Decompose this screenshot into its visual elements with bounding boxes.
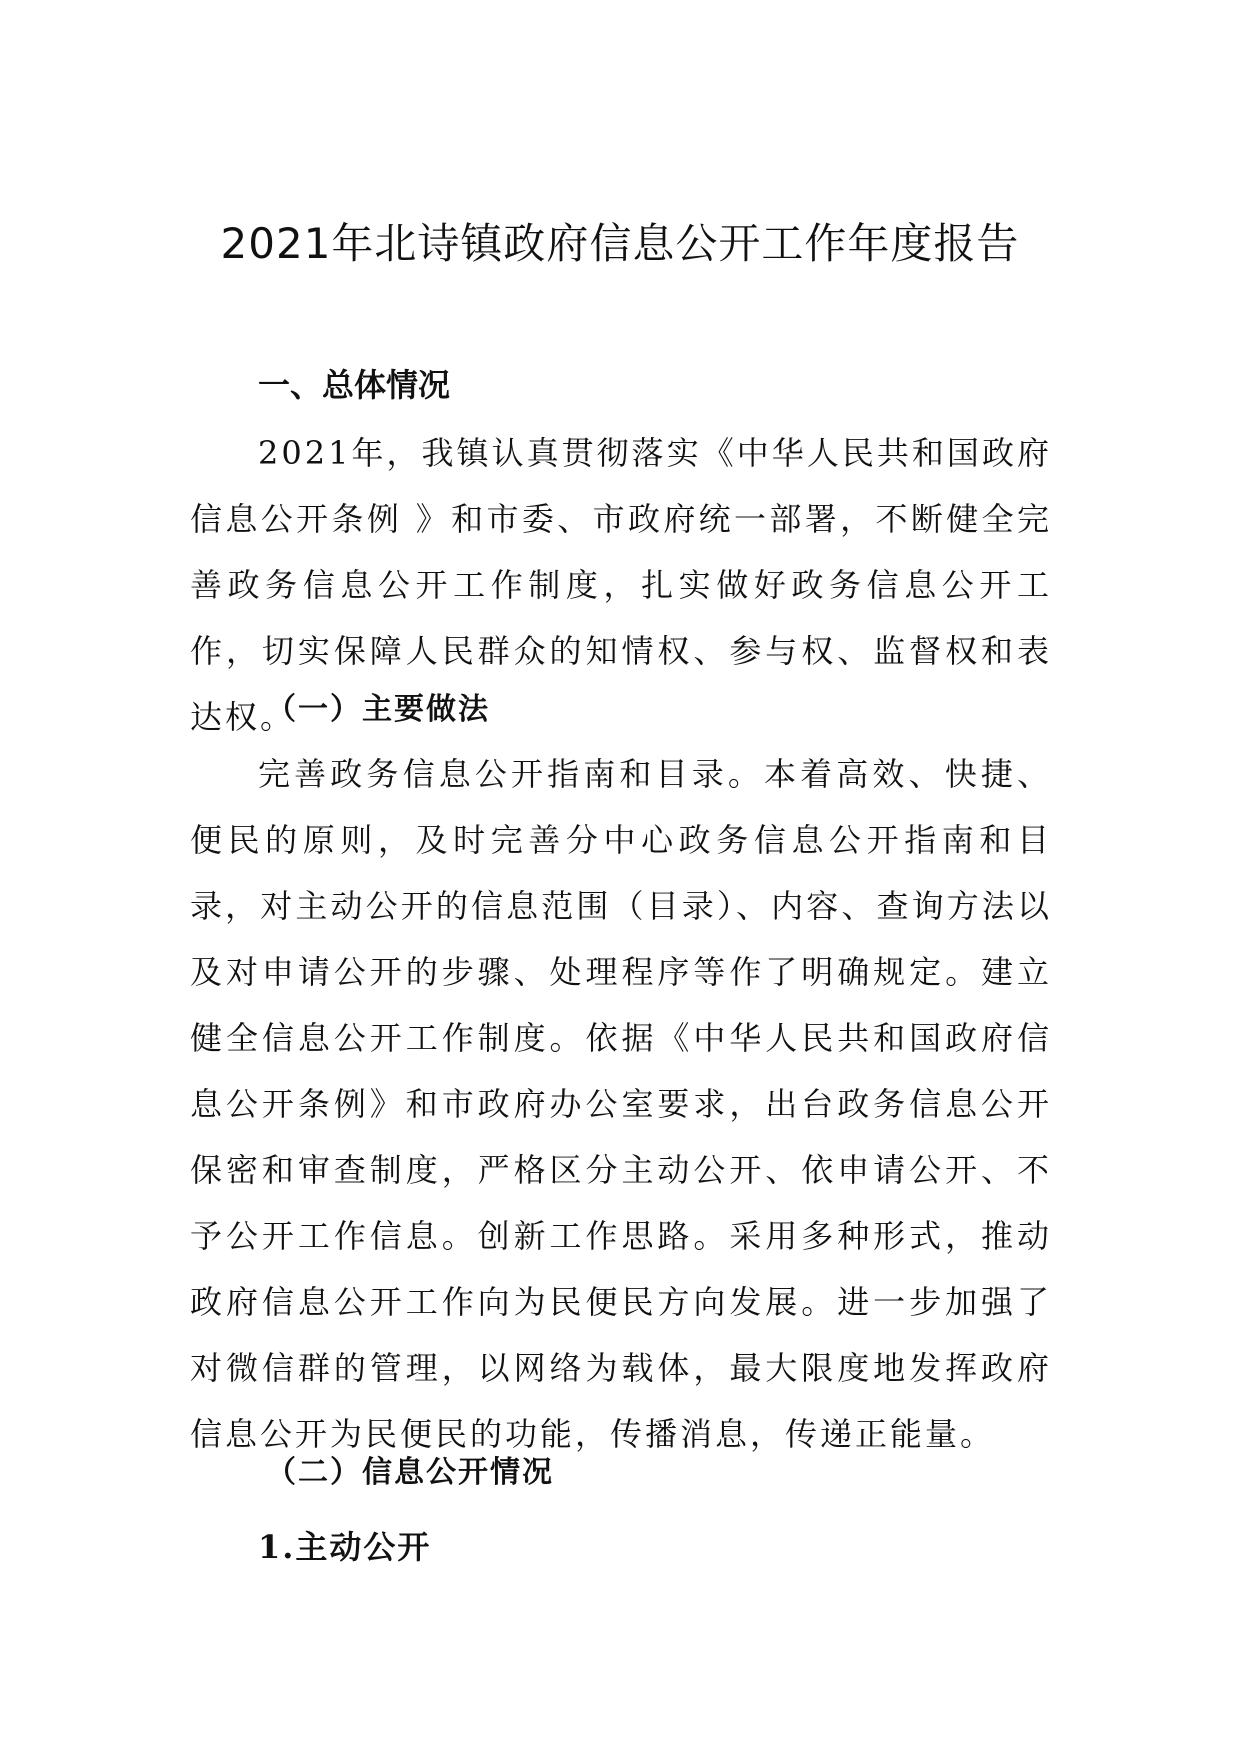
subsection-heading-main-practices: （一）主要做法 xyxy=(266,692,490,727)
main-practices-paragraph: 完善政务信息公开指南和目录。本着高效、快捷、便民的原则，及时完善分中心政务信息公开指南和目录，对主动公开的信息范围（目录）、内容、查询方法以及对申请公开的步骤、处理程序等作了明确规定。建立健全信息公开工作制度。依据《中华人民共和国政府信息公开条例》和市政府办公室要求，出台政务信息公开保密和审查制度，严格区分主动公开、依申请公开、不予公开工作信息。创新工作思路。采用多种形式，推动政府信息公开工作向为民便民方向发展。进一步加强了对微信群的管理，以网络为载体，最大限度地发挥政府信息公开为民便民的功能，传播消息，传递正能量。 xyxy=(190,755,1052,1453)
section-heading-overview: 一、总体情况 xyxy=(258,366,451,404)
subsection-heading-disclosure: （二）信息公开情况 xyxy=(266,1455,554,1490)
item-heading-proactive-disclosure: 1.主动公开 xyxy=(258,1528,432,1566)
overview-paragraph: 2021年，我镇认真贯彻落实《中华人民共和国政府信息公开条例 》和市委、市政府统一部署，不断健全完善政务信息公开工作制度，扎实做好政务信息公开工作，切实保障人民群众的知情权、参与权、监督权和表达权。 xyxy=(190,434,1052,736)
page-title: 2021年北诗镇政府信息公开工作年度报告 xyxy=(220,219,1020,268)
